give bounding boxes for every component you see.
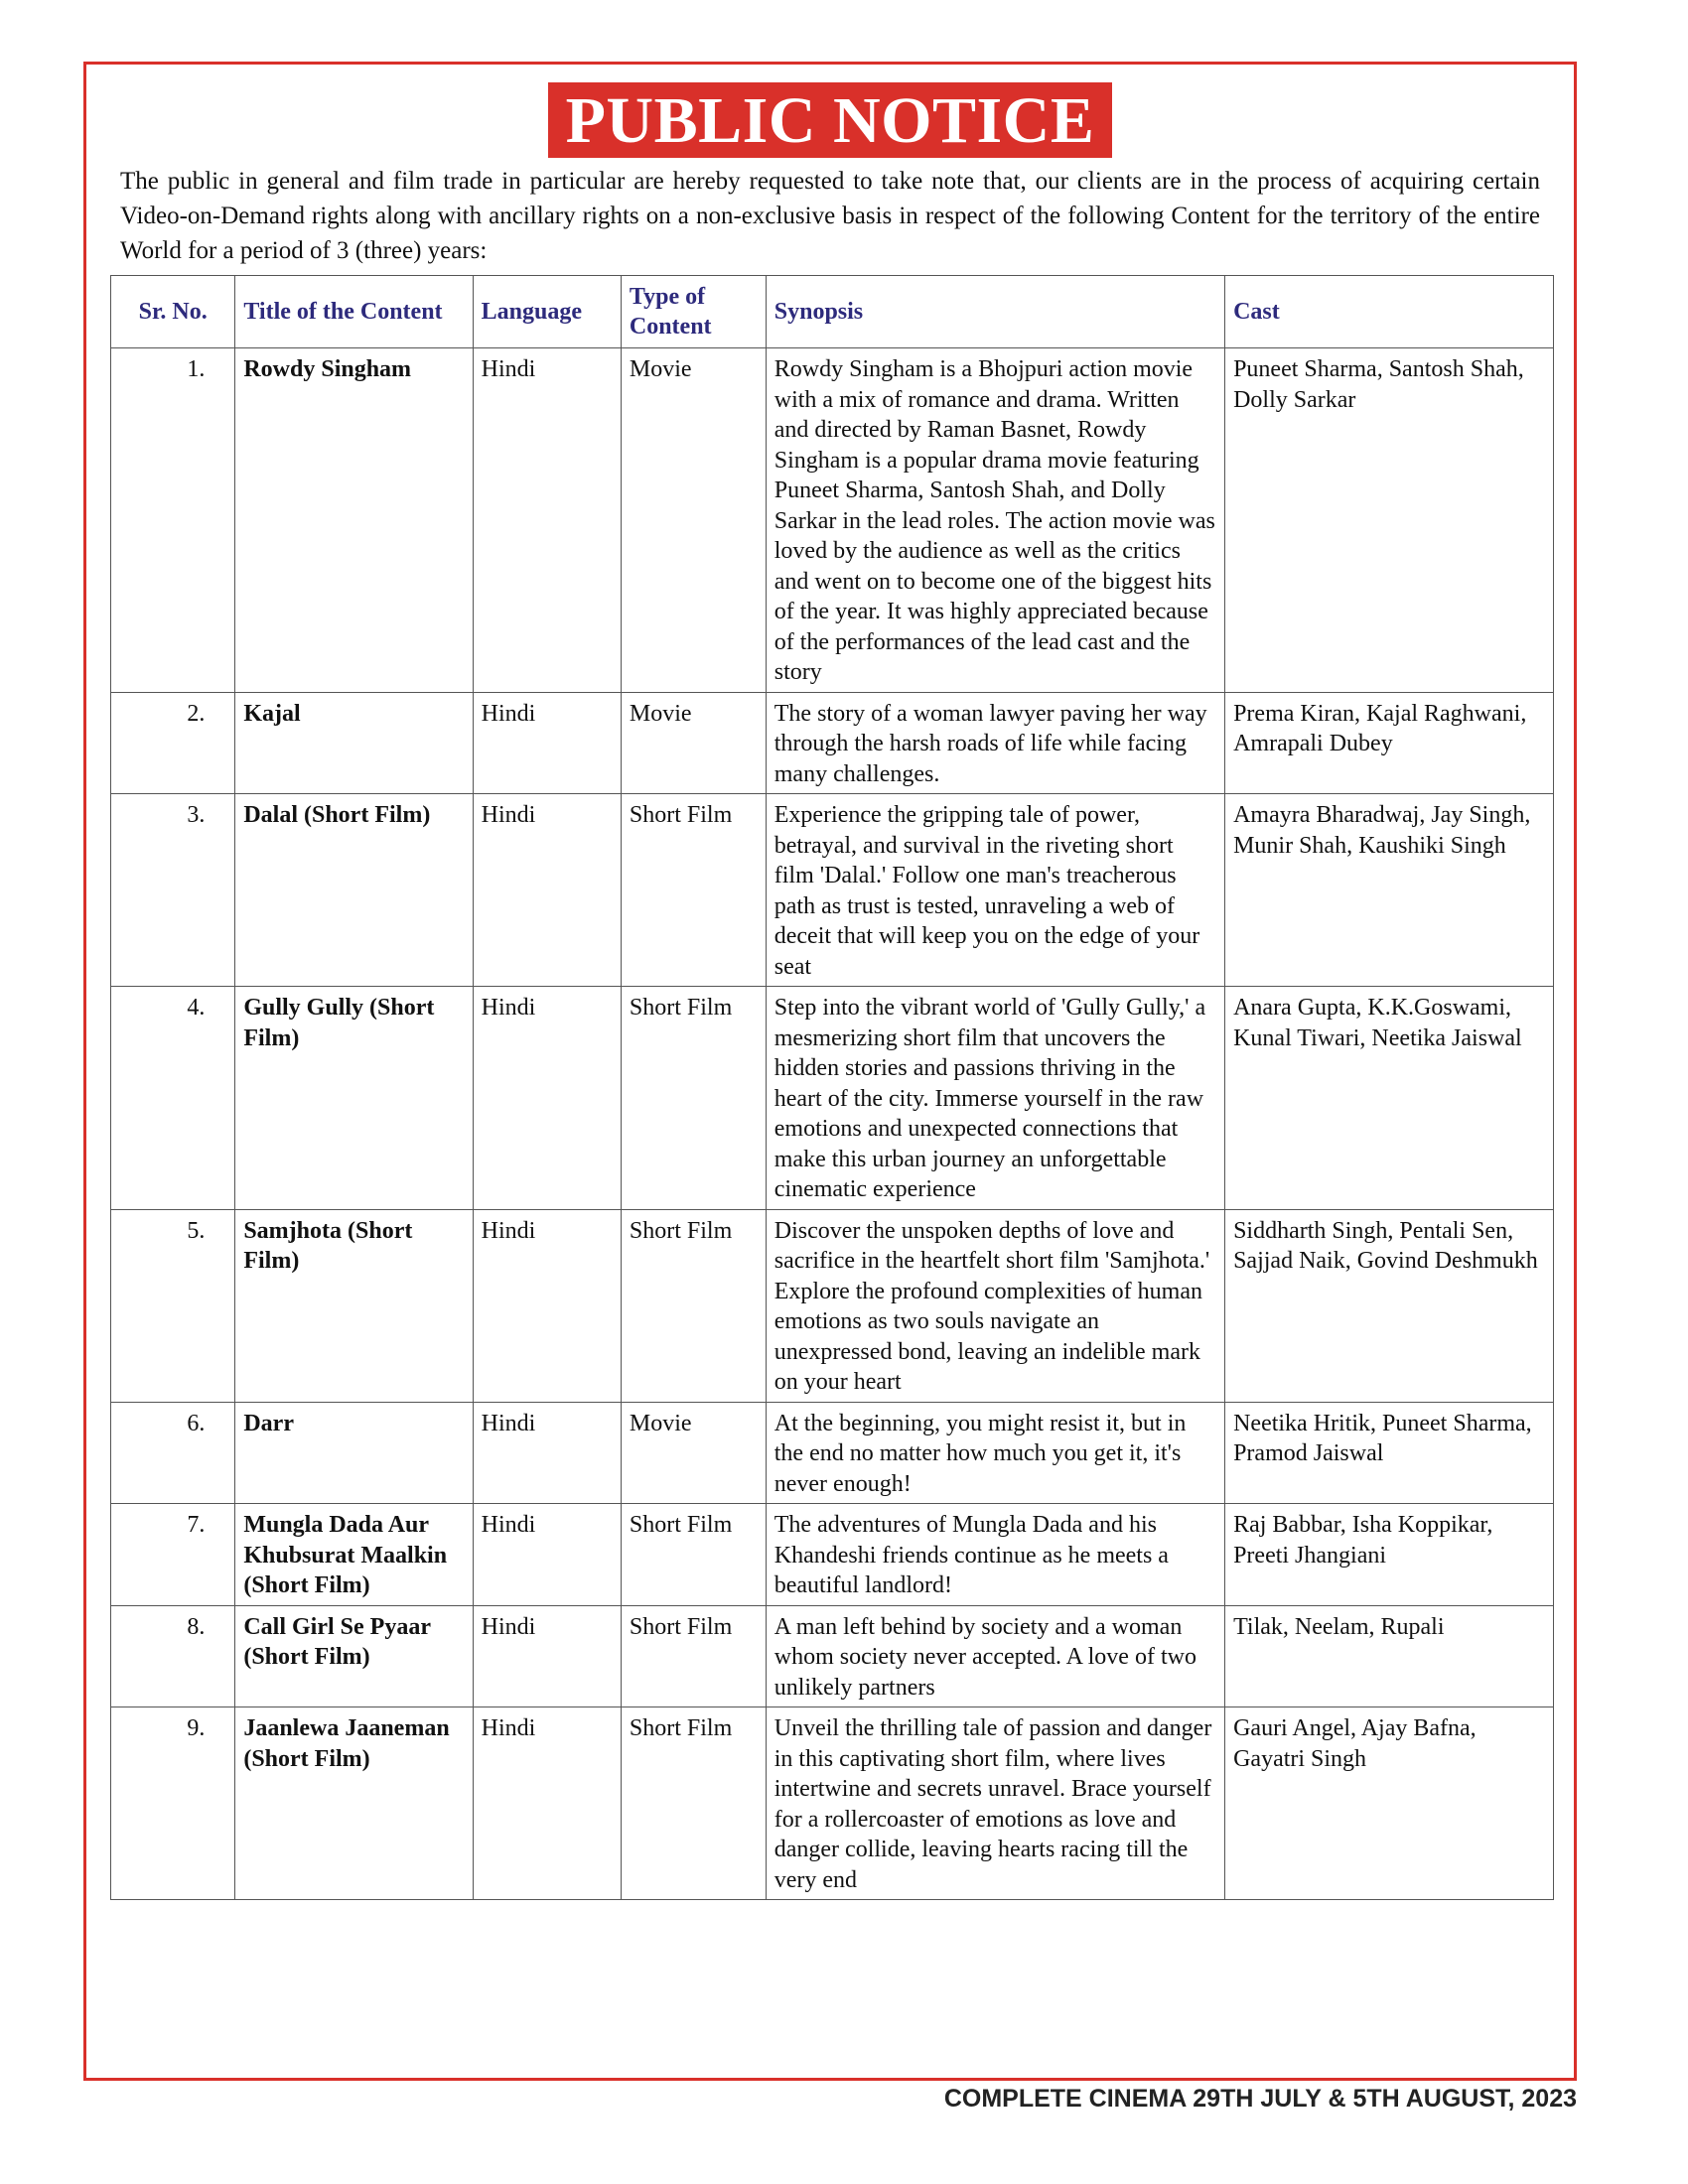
footer-publication: COMPLETE CINEMA 29TH JULY & 5TH AUGUST, 2023 — [943, 2085, 1577, 2113]
cell-sr-no: 9. — [111, 1707, 235, 1900]
cell-sr-no: 3. — [111, 794, 235, 987]
cell-language: Hindi — [473, 1504, 621, 1606]
cell-cast: Gauri Angel, Ajay Bafna, Gayatri Singh — [1225, 1707, 1554, 1900]
cell-sr-no: 8. — [111, 1605, 235, 1707]
cell-title: Gully Gully (Short Film) — [235, 987, 473, 1210]
header-title: Title of the Content — [235, 276, 473, 348]
cell-cast: Anara Gupta, K.K.Goswami, Kunal Tiwari, Neetika Jaiswal — [1225, 987, 1554, 1210]
cell-type: Short Film — [621, 1504, 766, 1606]
cell-cast: Siddharth Singh, Pentali Sen, Sajjad Naik, Govind Deshmukh — [1225, 1209, 1554, 1402]
cell-language: Hindi — [473, 1605, 621, 1707]
cell-sr-no: 5. — [111, 1209, 235, 1402]
table-row — [111, 1402, 1554, 1504]
table-row — [111, 794, 1554, 987]
cell-synopsis: Rowdy Singham is a Bhojpuri action movie with a mix of romance and drama. Written and directed by Raman Basnet, Rowdy Singham is a popular drama movie featuring Puneet Sharma, Santosh Shah, and Dolly Sarkar in the lead roles. The action movie was loved by the audience as well as the critics and went on to become one of the biggest hits of the year. It was highly appreciated because of the performances of the lead cast and the story — [766, 348, 1224, 693]
table-row — [111, 1209, 1554, 1402]
cell-language: Hindi — [473, 1209, 621, 1402]
cell-type: Short Film — [621, 794, 766, 987]
table-row — [111, 692, 1554, 794]
cell-type: Movie — [621, 348, 766, 693]
cell-cast: Amayra Bharadwaj, Jay Singh, Munir Shah, Kaushiki Singh — [1225, 794, 1554, 987]
cell-language: Hindi — [473, 1402, 621, 1504]
cell-title: Dalal (Short Film) — [235, 794, 473, 987]
cell-language: Hindi — [473, 794, 621, 987]
cell-type: Movie — [621, 692, 766, 794]
notice-intro: The public in general and film trade in particular are hereby requested to take note that, our clients are in the process of acquiring certain Video-on-Demand rights along with ancillary rights on a non-exclusive basis in respect of the following Content for the territory of the entire World for a period of 3 (three) years: — [120, 168, 1540, 264]
header-cast: Cast — [1225, 276, 1554, 348]
cell-synopsis: The story of a woman lawyer paving her way through the harsh roads of life while facing many challenges. — [766, 692, 1224, 794]
table-row — [111, 348, 1554, 693]
table-row — [111, 1707, 1554, 1900]
cell-language: Hindi — [473, 348, 621, 693]
header-language: Language — [473, 276, 621, 348]
cell-language: Hindi — [473, 987, 621, 1210]
cell-title: Jaanlewa Jaaneman (Short Film) — [235, 1707, 473, 1900]
cell-synopsis: Discover the unspoken depths of love and sacrifice in the heartfelt short film 'Samjhota.' Explore the profound complexities of human emotions as two souls navigate an unexpressed bond, leaving an indelible mark on your heart — [766, 1209, 1224, 1402]
table-row — [111, 1504, 1554, 1606]
cell-cast: Neetika Hritik, Puneet Sharma, Pramod Jaiswal — [1225, 1402, 1554, 1504]
cell-type: Short Film — [621, 1605, 766, 1707]
cell-synopsis: A man left behind by society and a woman whom society never accepted. A love of two unlikely partners — [766, 1605, 1224, 1707]
cell-title: Call Girl Se Pyaar (Short Film) — [235, 1605, 473, 1707]
cell-sr-no: 1. — [111, 348, 235, 693]
cell-language: Hindi — [473, 1707, 621, 1900]
cell-title: Samjhota (Short Film) — [235, 1209, 473, 1402]
cell-title: Darr — [235, 1402, 473, 1504]
cell-synopsis: Unveil the thrilling tale of passion and danger in this captivating short film, where lives intertwine and secrets unravel. Brace yourself for a rollercoaster of emotions as love and danger collide, leaving hearts racing till the very end — [766, 1707, 1224, 1900]
cell-sr-no: 2. — [111, 692, 235, 794]
cell-type: Short Film — [621, 1209, 766, 1402]
cell-synopsis: Step into the vibrant world of 'Gully Gully,' a mesmerizing short film that uncovers the hidden stories and passions thriving in the heart of the city. Immerse yourself in the raw emotions and unexpected connections that make this urban journey an unforgettable cinematic experience — [766, 987, 1224, 1210]
cell-synopsis: The adventures of Mungla Dada and his Khandeshi friends continue as he meets a beautiful landlord! — [766, 1504, 1224, 1606]
header-sr-no: Sr. No. — [111, 276, 235, 348]
cell-cast: Prema Kiran, Kajal Raghwani, Amrapali Dubey — [1225, 692, 1554, 794]
notice-title: PUBLIC NOTICE — [548, 82, 1113, 158]
table-row — [111, 1605, 1554, 1707]
cell-sr-no: 4. — [111, 987, 235, 1210]
header-type: Type of Content — [621, 276, 766, 348]
cell-synopsis: Experience the gripping tale of power, betrayal, and survival in the riveting short film 'Dalal.' Follow one man's treacherous path as trust is tested, unraveling a web of deceit that will keep you on the edge of your seat — [766, 794, 1224, 987]
cell-type: Short Film — [621, 1707, 766, 1900]
cell-cast: Raj Babbar, Isha Koppikar, Preeti Jhangiani — [1225, 1504, 1554, 1606]
cell-type: Short Film — [621, 987, 766, 1210]
cell-title: Rowdy Singham — [235, 348, 473, 693]
table-header-row — [111, 276, 1554, 348]
header-synopsis: Synopsis — [766, 276, 1224, 348]
cell-title: Mungla Dada Aur Khubsurat Maalkin (Short Film) — [235, 1504, 473, 1606]
cell-sr-no: 7. — [111, 1504, 235, 1606]
title-wrap — [86, 82, 1574, 158]
content-table — [110, 275, 1554, 1900]
cell-sr-no: 6. — [111, 1402, 235, 1504]
table-row — [111, 987, 1554, 1210]
cell-cast: Tilak, Neelam, Rupali — [1225, 1605, 1554, 1707]
notice-frame — [83, 62, 1577, 2081]
cell-title: Kajal — [235, 692, 473, 794]
cell-language: Hindi — [473, 692, 621, 794]
cell-type: Movie — [621, 1402, 766, 1504]
cell-cast: Puneet Sharma, Santosh Shah, Dolly Sarkar — [1225, 348, 1554, 693]
cell-synopsis: At the beginning, you might resist it, but in the end no matter how much you get it, it's never enough! — [766, 1402, 1224, 1504]
